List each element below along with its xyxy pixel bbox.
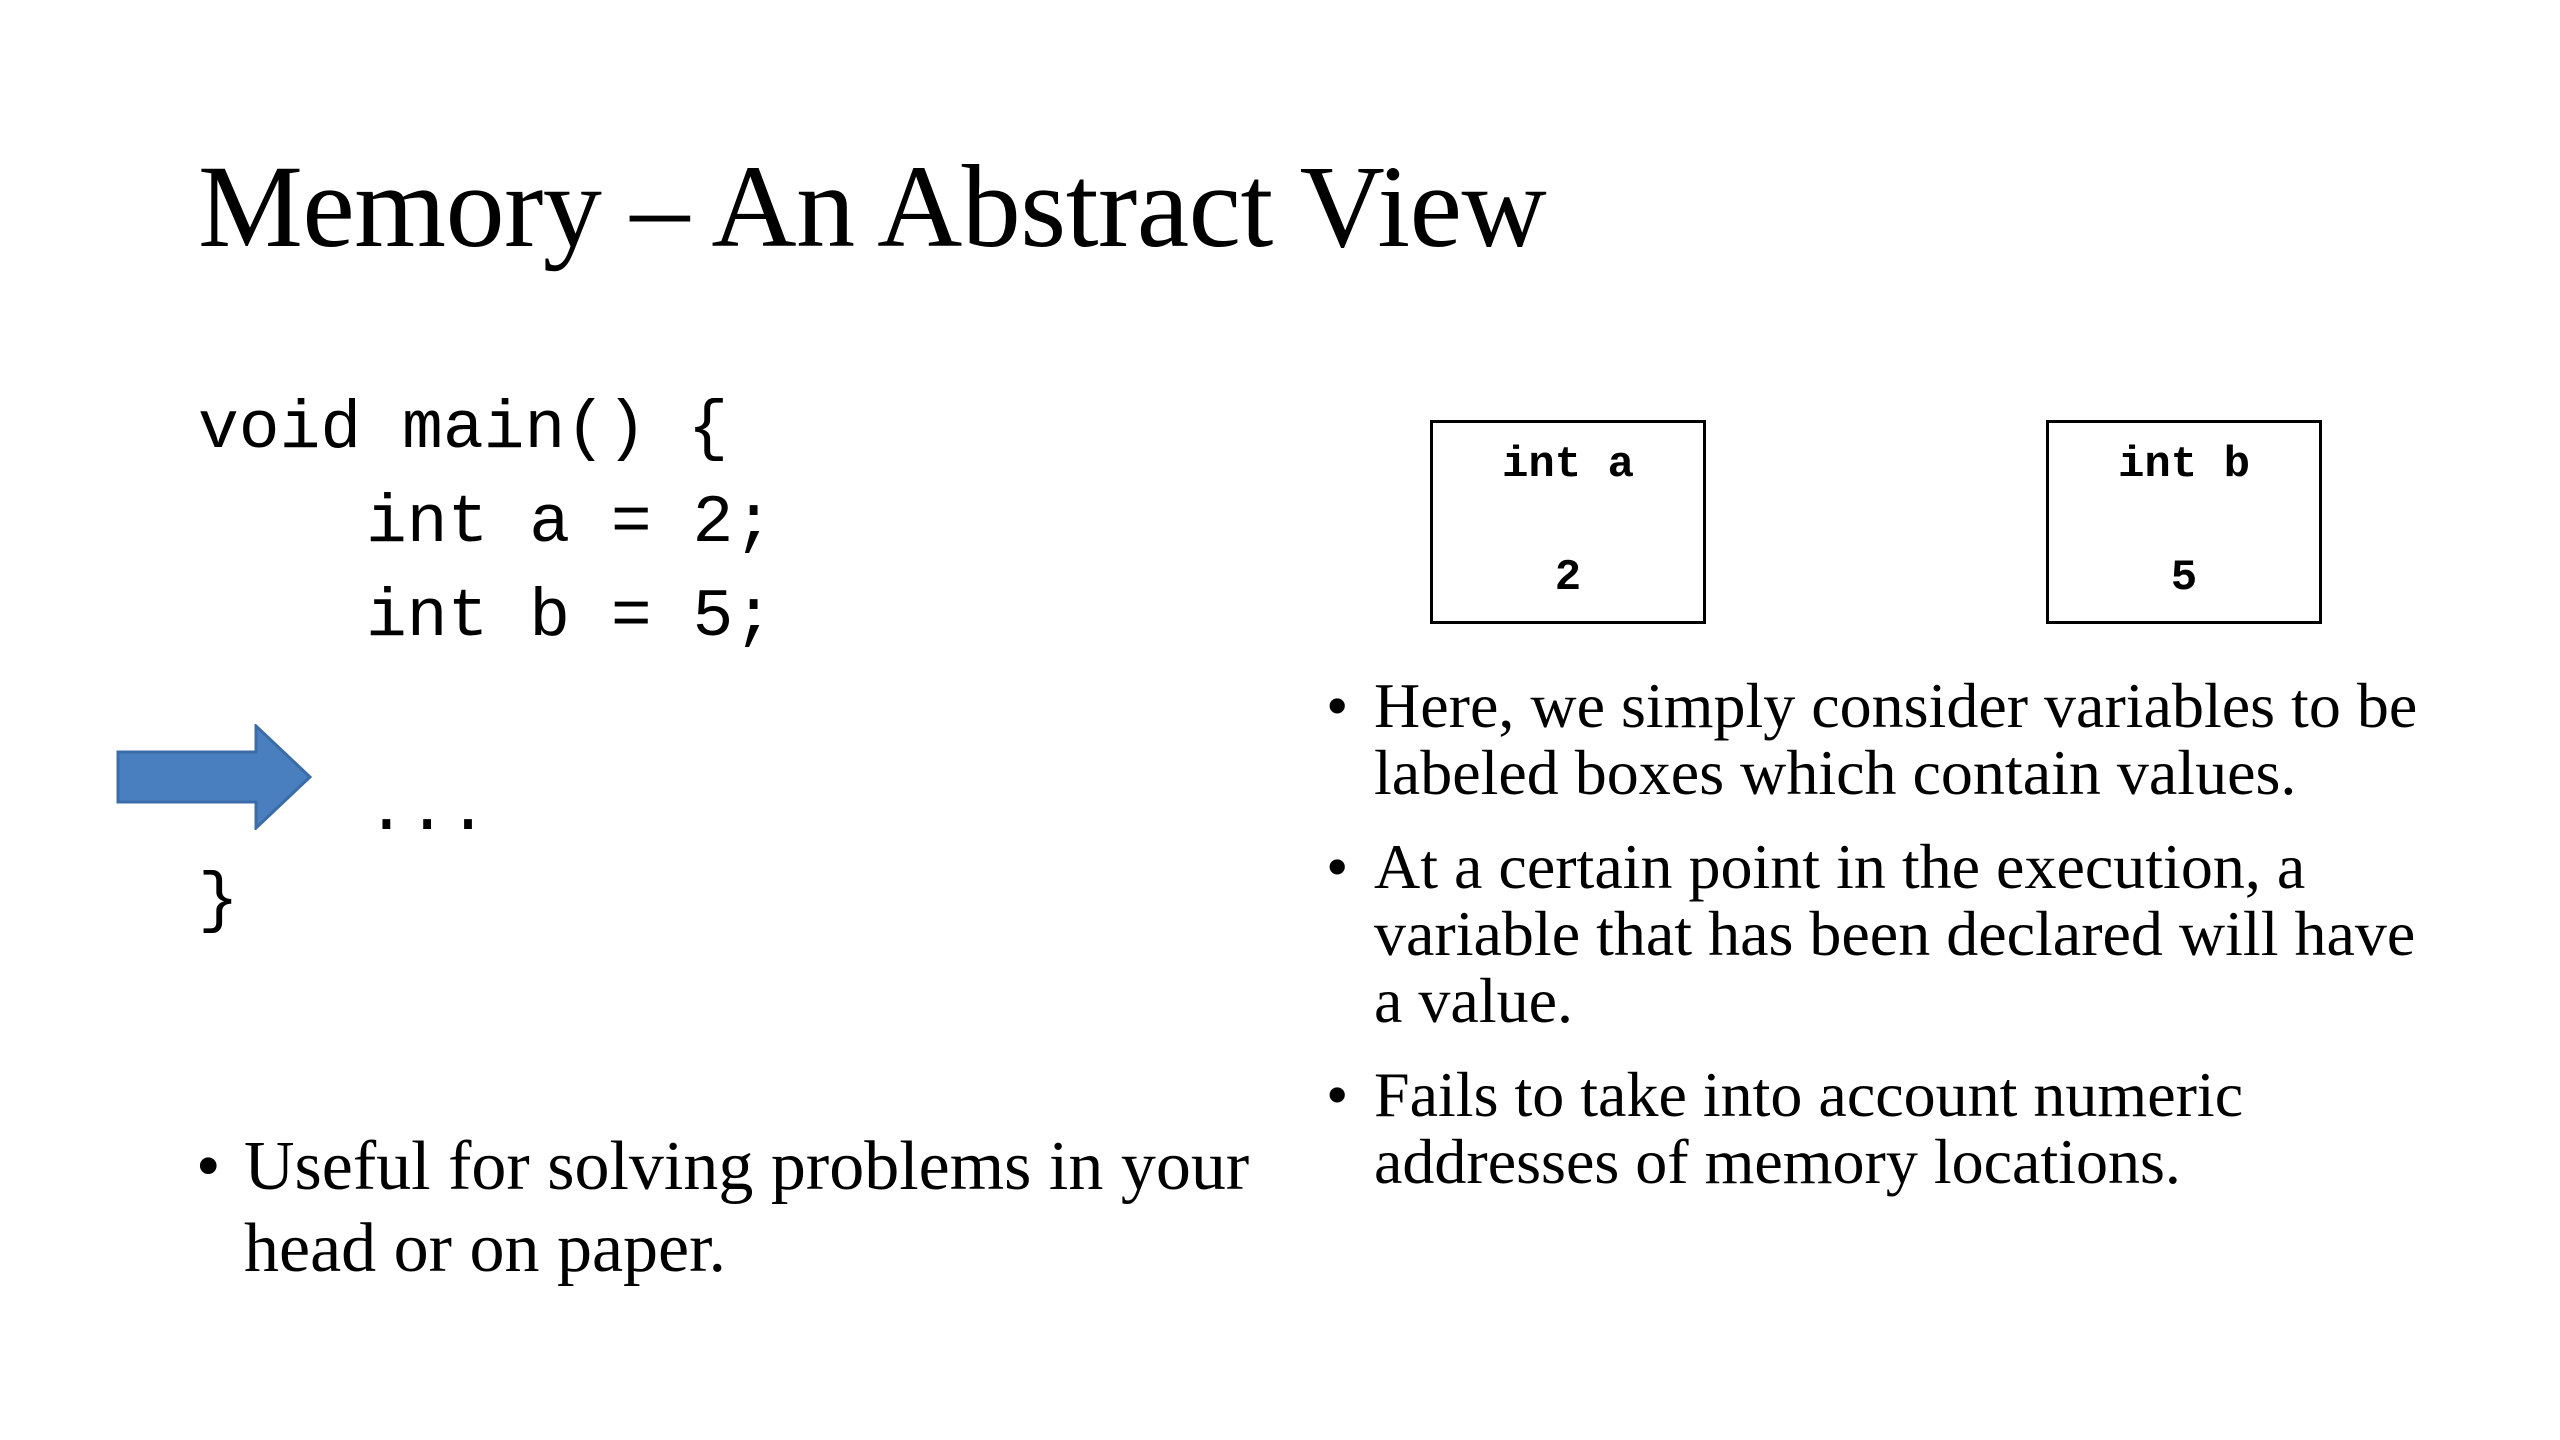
bullet-text: Fails to take into account numeric addresses of memory locations. (1374, 1059, 2244, 1197)
bullet-dot-icon: • (1326, 1059, 1349, 1130)
slide-title: Memory – An Abstract View (198, 141, 1547, 272)
variable-box-label: int a (1501, 440, 1635, 490)
bullet-item (1326, 1061, 2436, 1195)
bullet-dot-icon: • (196, 1128, 221, 1205)
bullet-dot-icon: • (1326, 831, 1349, 902)
variable-box-value: 2 (1554, 553, 1582, 603)
code-line-int-a: int a = 2; (366, 485, 775, 562)
code-line-closing-brace: } (198, 863, 239, 940)
code-line-ellipsis: ... (366, 773, 489, 850)
right-bullet-list (1326, 672, 2436, 1222)
variable-box-b (2046, 420, 2322, 624)
bullet-item (1326, 672, 2436, 806)
code-line-main: void main() { (198, 391, 729, 468)
bullet-dot-icon: • (1326, 670, 1349, 741)
variable-box-value: 5 (2170, 553, 2198, 603)
code-line-int-b: int b = 5; (366, 579, 775, 656)
left-bullet-list (196, 1126, 1276, 1290)
bullet-text: Useful for solving problems in your head or on paper. (244, 1128, 1250, 1287)
variable-box-label: int b (2117, 440, 2251, 490)
bullet-text: At a certain point in the execution, a variable that has been declared will have a value. (1374, 831, 2416, 1036)
variable-box-a (1430, 420, 1706, 624)
bullet-text: Here, we simply consider variables to be labeled boxes which contain values. (1374, 670, 2418, 808)
execution-pointer-arrow-icon (116, 724, 312, 830)
bullet-item (1326, 833, 2436, 1034)
bullet-item (196, 1126, 1276, 1290)
